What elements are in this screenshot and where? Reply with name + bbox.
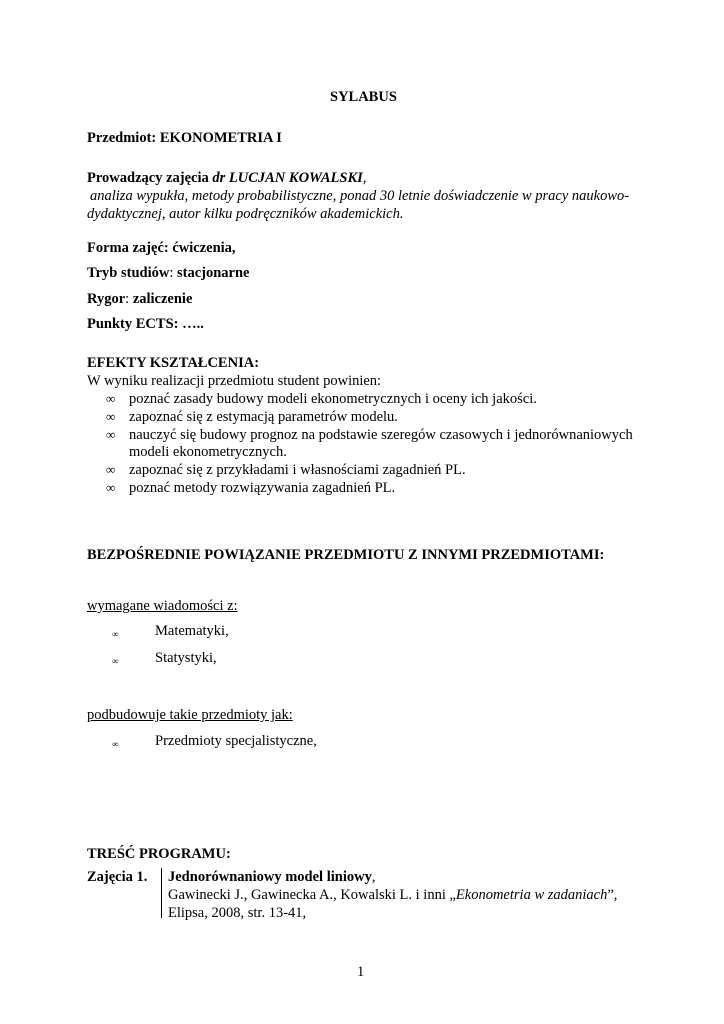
mode-sep: : <box>169 265 177 281</box>
relations-heading: BEZPOŚREDNIE POWIĄZANIE PRZEDMIOTU Z INNYMI PRZEDMIOTAMI: <box>87 547 605 563</box>
outcome-item: zapoznać się z estymacją parametrów modelu. <box>129 409 398 425</box>
outcome-item: nauczyć się budowy prognoz na podstawie szeregów czasowych i jednorównaniowych <box>129 427 633 443</box>
instructor-comma: , <box>362 170 367 186</box>
rigor-label: Rygor <box>87 291 126 307</box>
infinity-bullet-icon: ∞ <box>106 427 116 442</box>
infinity-bullet-icon: ∞ <box>112 739 119 749</box>
infinity-bullet-icon: ∞ <box>106 409 116 424</box>
outcome-item: poznać metody rozwiązywania zagadnień PL. <box>129 480 396 496</box>
mode-label: Tryb studiów <box>87 265 170 281</box>
table-divider <box>161 868 162 918</box>
outcomes-heading: EFEKTY KSZTAŁCENIA: <box>87 355 260 371</box>
reference-suffix: ”, <box>607 887 618 903</box>
class-reference-line2: Elipsa, 2008, str. 13-41, <box>168 905 307 921</box>
outcome-item: poznać zasady budowy modeli ekonometrycznych i oceny ich jakości. <box>129 391 537 407</box>
instructor-label: Prowadzący zajęcia <box>87 170 209 186</box>
reference-title: Ekonometria w zadaniach <box>455 887 608 903</box>
rigor-sep: : <box>125 291 133 307</box>
instructor-bio-line1: analiza wypukła, metody probabilistyczne, ponad 30 letnie doświadczenie w pracy naukowo- <box>90 188 630 204</box>
required-label: wymagane wiadomości z: <box>87 598 238 614</box>
infinity-bullet-icon: ∞ <box>106 480 116 495</box>
document-title: SYLABUS <box>330 89 397 105</box>
subject-value: EKONOMETRIA I <box>159 130 282 146</box>
required-item: Matematyki, <box>155 623 229 639</box>
instructor-bio-line2: dydaktycznej, autor kilku podręczników akademickich. <box>87 206 404 222</box>
ects-line: Punkty ECTS: ….. <box>87 316 204 332</box>
mode-line <box>87 264 249 282</box>
infinity-bullet-icon: ∞ <box>106 462 116 477</box>
class-label: Zajęcia 1. <box>87 869 148 885</box>
rigor-line <box>87 290 192 308</box>
mode-value: stacjonarne <box>176 265 250 281</box>
class-topic-comma: , <box>371 869 376 885</box>
outcome-item: zapoznać się z przykładami i własnościami zagadnień PL. <box>129 462 466 478</box>
class-topic-line <box>168 868 375 886</box>
class-topic: Jednorównaniowy model liniowy <box>168 869 372 885</box>
builds-label: podbudowuje takie przedmioty jak: <box>87 707 293 723</box>
subject-label: Przedmiot: <box>87 130 157 146</box>
outcome-item-continuation: modeli ekonometrycznych. <box>129 444 287 460</box>
outcomes-intro: W wyniku realizacji przedmiotu student powinien: <box>87 373 382 389</box>
program-heading: TREŚĆ PROGRAMU: <box>87 846 231 862</box>
subject-line <box>87 129 282 147</box>
builds-item: Przedmioty specjalistyczne, <box>155 733 317 749</box>
infinity-bullet-icon: ∞ <box>112 656 119 666</box>
rigor-value: zaliczenie <box>132 291 193 307</box>
page-number: 1 <box>357 964 365 980</box>
form-value: : ćwiczenia, <box>163 240 236 256</box>
infinity-bullet-icon: ∞ <box>106 391 116 406</box>
class-reference-line1 <box>168 886 617 904</box>
reference-prefix: Gawinecki J., Gawinecka A., Kowalski L. i inni „ <box>168 887 456 903</box>
form-line <box>87 239 236 257</box>
instructor-line <box>87 169 366 187</box>
infinity-bullet-icon: ∞ <box>112 629 119 639</box>
required-item: Statystyki, <box>155 650 217 666</box>
form-label: Forma zajęć <box>87 240 164 256</box>
instructor-name: dr LUCJAN KOWALSKI <box>212 170 363 186</box>
